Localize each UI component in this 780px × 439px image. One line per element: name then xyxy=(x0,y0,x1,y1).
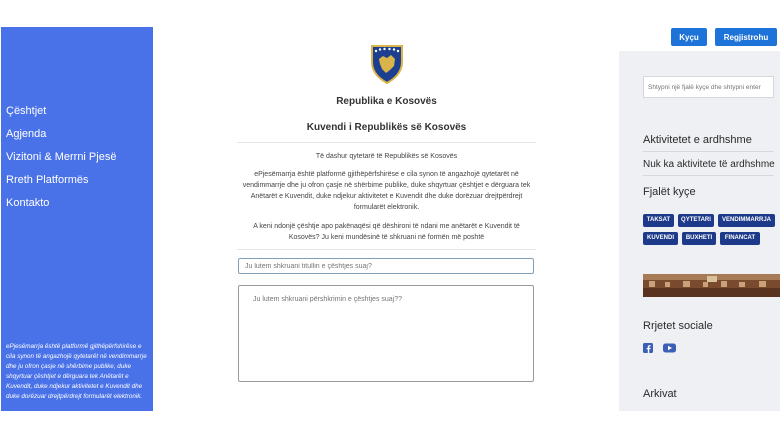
tag-financat[interactable]: FINANCAT xyxy=(720,232,760,245)
keywords-heading: Fjalët kyçe xyxy=(643,186,696,198)
assembly-photo[interactable] xyxy=(643,274,780,297)
tag-vendimmarrja[interactable]: VENDIMMARRJA xyxy=(718,214,775,227)
issue-title-input[interactable] xyxy=(238,258,534,274)
tag-qytetari[interactable]: QYTETARI xyxy=(678,214,714,227)
register-button[interactable]: Regjistrohu xyxy=(715,28,777,46)
right-panel xyxy=(619,51,780,411)
sidebar-item-kontakto[interactable]: Kontakto xyxy=(6,197,50,209)
divider xyxy=(237,249,536,250)
login-button[interactable]: Kyçu xyxy=(671,28,707,46)
sidebar xyxy=(1,27,153,411)
keyword-search-input[interactable] xyxy=(643,76,774,98)
tag-kuvendi[interactable]: KUVENDI xyxy=(643,232,678,245)
sidebar-description: ePjesëmarrja është platformë gjithëpërfshirëse e cila synon të angazhojë qytetarët në vendimmarrje dhe ju ofron çasje në shërbime publike, duke shqyrtuar çështjet e dërguara tek Anëtarët e Kuvendit, duke ndjekur aktivitetet e Kuvendit dhe duke dorëzuar drejtpërdrejt formularët elektronik. xyxy=(6,343,147,400)
upcoming-activities-heading: Aktivitetet e ardhshme xyxy=(643,134,752,146)
sidebar-item-vizitoni[interactable]: Vizitoni & Merrni Pjesë xyxy=(6,151,117,163)
sidebar-nav xyxy=(6,100,116,215)
divider xyxy=(643,175,774,176)
sidebar-item-rreth-platformes[interactable]: Rreth Platformës xyxy=(6,174,89,186)
social-links xyxy=(643,340,682,358)
question-text: A keni ndonjë çështje apo pakënaqësi që dëshironi të ndani me anëtarët e Kuvendit të Kosovës? Ju keni mundësinë të shkruani në formën më poshtë xyxy=(253,223,520,241)
upcoming-activities-empty: Nuk ka aktivitete të ardhshme xyxy=(643,159,775,170)
sidebar-item-agjenda[interactable]: Agjenda xyxy=(6,128,47,140)
issue-description-textarea[interactable] xyxy=(238,285,534,382)
page-title-assembly: Kuvendi i Republikës së Kosovës xyxy=(306,122,467,133)
archive-heading: Arkivat xyxy=(643,388,677,400)
youtube-icon[interactable] xyxy=(663,340,676,358)
sidebar-item-ceshtjet[interactable]: Çështjet xyxy=(6,105,47,117)
social-networks-heading: Rrjetet sociale xyxy=(643,320,713,332)
kosovo-emblem-icon xyxy=(370,42,404,89)
tag-taksat[interactable]: TAKSAT xyxy=(643,214,674,227)
page-title-republic: Republika e Kosovës xyxy=(336,96,437,107)
divider xyxy=(237,142,536,143)
greeting-text: Të dashur qytetarë të Republikës së Kosovës xyxy=(315,153,458,160)
facebook-icon[interactable] xyxy=(643,340,653,358)
divider xyxy=(643,151,774,152)
tag-buxheti[interactable]: BUXHETI xyxy=(682,232,716,245)
intro-text: ePjesëmarrja është platformë gjithëpërfshirëse e cila synon të angazhojë qytetarët në vendimmarrje dhe ju ofron çasje në shërbime publike, duke shqyrtuar çështjet e dërguara tek Anëtarët e Kuvendit, duke ndjekur aktivitetet e Kuvendit dhe duke dorëzuar drejtpërdrejt formularët elektronik. xyxy=(242,171,531,211)
